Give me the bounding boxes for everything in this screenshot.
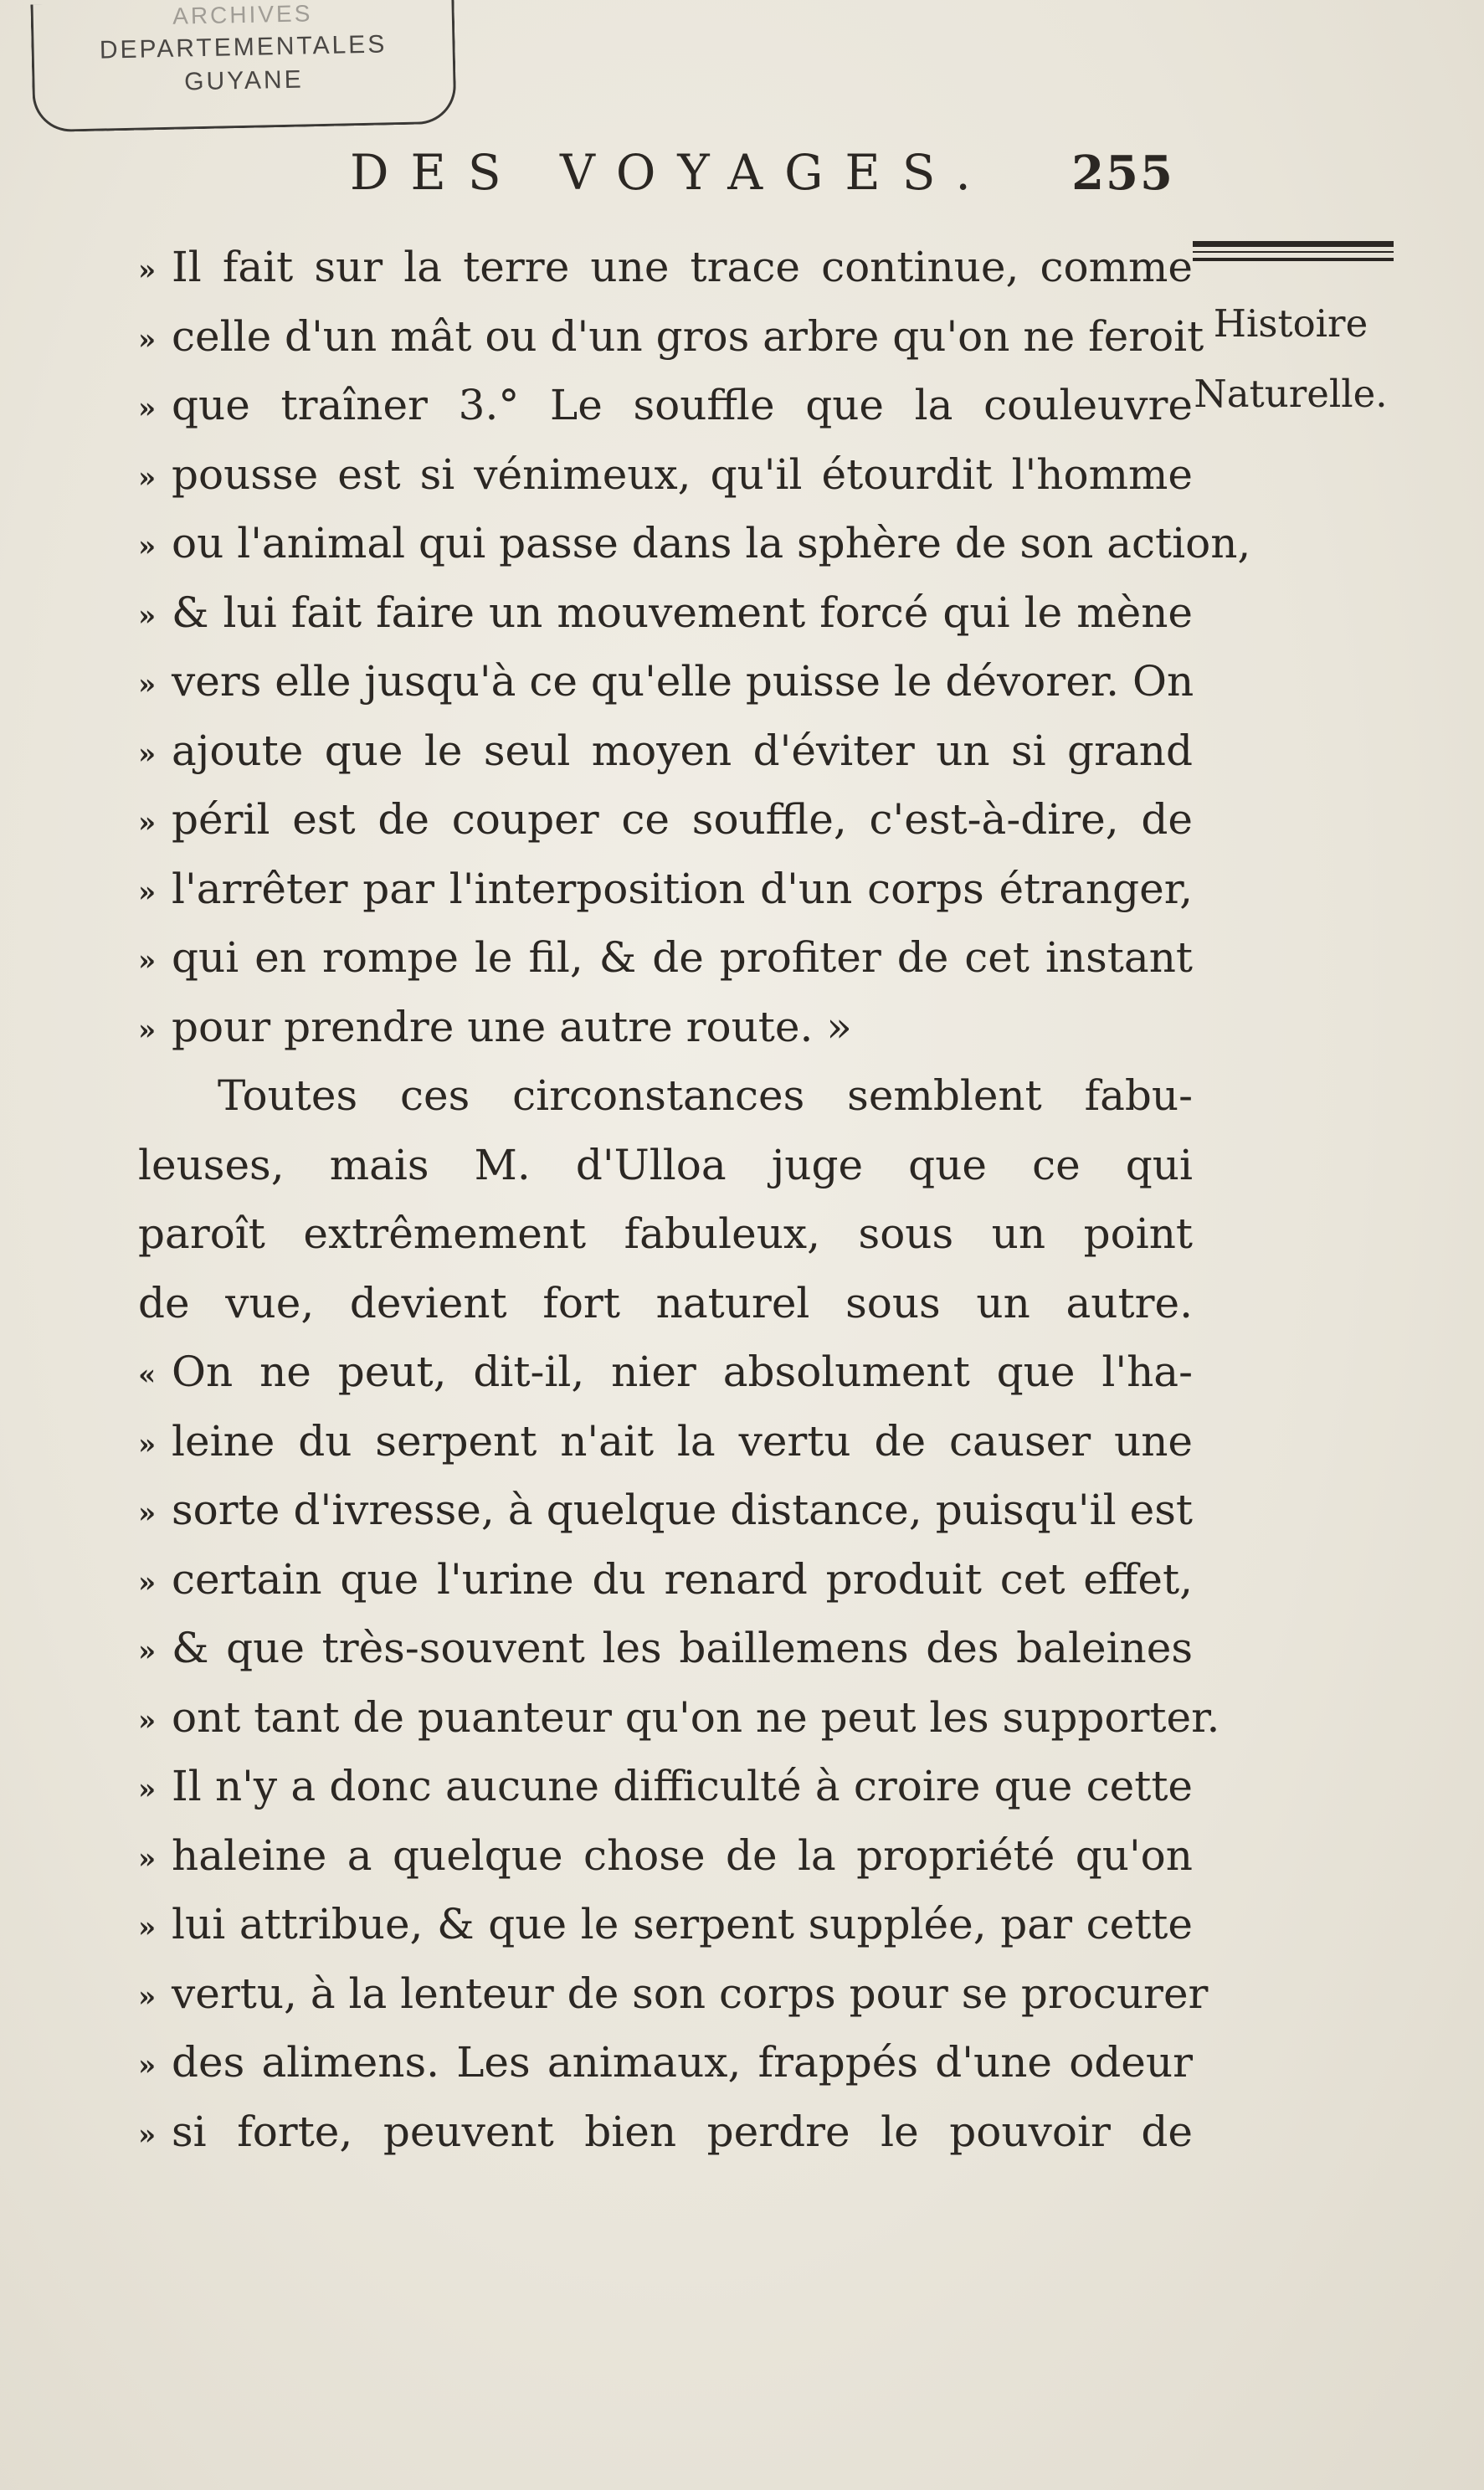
line-text: celle d'un mât ou d'un gros arbre qu'on ne feroit	[172, 311, 1204, 361]
quote-mark: »	[138, 1013, 157, 1047]
text-line	[138, 1752, 1193, 1821]
quote-mark: »	[138, 2118, 157, 2152]
text-line	[138, 578, 1193, 648]
text-line	[138, 1269, 1193, 1338]
quote-mark: »	[138, 460, 157, 495]
line-text: péril est de couper ce souffle, c'est-à-dire, de	[172, 795, 1193, 844]
line-text: vers elle jusqu'à ce qu'elle puisse le dévorer. On	[172, 657, 1194, 706]
text-line	[138, 855, 1193, 924]
line-text: ou l'animal qui passe dans la sphère de son action,	[172, 519, 1251, 567]
quote-mark: »	[138, 322, 157, 357]
line-text: que traîner 3.° Le souffle que la couleuvre	[172, 381, 1193, 429]
marginal-note-line-1: Histoire	[1213, 301, 1368, 346]
quote-mark: »	[138, 944, 157, 978]
stamp-line-2: DEPARTEMENTALES	[99, 30, 388, 64]
quote-mark: »	[138, 1979, 157, 2014]
text-line	[138, 993, 1193, 1062]
text-line	[138, 440, 1193, 510]
text-line	[138, 1545, 1193, 1615]
line-text: l'arrêter par l'interposition d'un corps étranger,	[172, 864, 1193, 913]
text-line	[138, 1337, 1193, 1407]
quote-mark: »	[138, 1497, 157, 1530]
text-line	[138, 716, 1193, 786]
quote-mark: »	[138, 598, 157, 633]
line-text: leuses, mais M. d'Ulloa juge que ce qui	[138, 1140, 1193, 1189]
text-line	[138, 1061, 1193, 1131]
text-line	[138, 1476, 1193, 1545]
text-line	[138, 1959, 1209, 2029]
body-text	[138, 233, 1251, 2166]
line-text: de vue, devient fort naturel sous un autre.	[138, 1278, 1193, 1327]
line-text: Il fait sur la terre une trace continue, comme	[172, 243, 1193, 291]
line-text: qui en rompe le fil, & de profiter de cet instant	[172, 933, 1193, 982]
line-text: ont tant de puanteur qu'on ne peut les supporter.	[172, 1692, 1220, 1742]
marginal-note	[1182, 289, 1399, 429]
line-text: certain que l'urine du renard produit cet effet,	[172, 1554, 1193, 1604]
text-line	[138, 785, 1193, 855]
text-line	[138, 1683, 1220, 1753]
quote-mark: »	[138, 1565, 157, 1599]
marginal-note-line-2: Naturelle.	[1194, 372, 1388, 416]
text-line	[138, 647, 1193, 716]
line-text: pousse est si vénimeux, qu'il étourdit l'homme	[172, 449, 1193, 499]
quote-mark: »	[138, 2049, 157, 2082]
line-text: & que très-souvent les baillemens des baleines	[172, 1624, 1193, 1672]
stamp-line-1: ARCHIVES	[172, 0, 313, 29]
text-line	[138, 1407, 1193, 1476]
line-text: paroît extrêmement fabuleux, sous un point	[138, 1209, 1193, 1258]
text-line	[138, 509, 1251, 578]
text-line	[138, 1821, 1193, 1891]
text-line	[138, 302, 1204, 372]
line-text: leine du serpent n'ait la vertu de causer une	[172, 1416, 1193, 1466]
archive-stamp	[30, 0, 456, 132]
page-header	[350, 144, 1174, 211]
quote-mark: »	[138, 1635, 157, 1668]
quote-mark: »	[138, 875, 157, 909]
quote-mark: »	[138, 737, 157, 771]
line-text: pour prendre une autre route. »	[172, 1002, 852, 1051]
line-text: Il n'y a donc aucune difficulté à croire que cette	[172, 1762, 1193, 1810]
text-line	[138, 2028, 1193, 2097]
text-line	[138, 233, 1193, 302]
quote-mark: »	[138, 1703, 157, 1738]
text-line	[138, 371, 1193, 440]
text-line	[138, 1199, 1193, 1269]
line-text: Toutes ces circonstances semblent fabu-	[218, 1071, 1193, 1120]
line-text: des alimens. Les animaux, frappés d'une odeur	[172, 2038, 1193, 2087]
text-line	[138, 1131, 1193, 1200]
quote-mark: »	[138, 530, 157, 563]
page-number: 255	[1071, 146, 1174, 201]
line-text: ajoute que le seul moyen d'éviter un si grand	[172, 726, 1193, 775]
running-title: DES VOYAGES.	[350, 144, 993, 201]
line-text: & lui fait faire un mouvement forcé qui le mène	[172, 588, 1193, 637]
quote-mark: »	[138, 1841, 157, 1876]
quote-mark: »	[138, 806, 157, 839]
quote-mark: »	[138, 254, 157, 287]
quote-mark: «	[138, 1358, 157, 1392]
quote-mark: »	[138, 1911, 157, 1944]
marginal-rule	[1193, 241, 1394, 261]
line-text: On ne peut, dit-il, nier absolument que l'ha-	[172, 1348, 1193, 1396]
text-line	[138, 923, 1193, 993]
line-text: vertu, à la lenteur de son corps pour se procurer	[172, 1969, 1209, 2018]
stamp-line-3: GUYANE	[183, 65, 304, 96]
line-text: sorte d'ivresse, à quelque distance, puisqu'il est	[172, 1486, 1193, 1534]
quote-mark: »	[138, 1427, 157, 1461]
text-line	[138, 1614, 1193, 1683]
text-line	[138, 2097, 1193, 2167]
line-text: si forte, peuvent bien perdre le pouvoir de	[172, 2107, 1193, 2156]
quote-mark: »	[138, 668, 157, 701]
line-text: haleine a quelque chose de la propriété qu'on	[172, 1830, 1193, 1880]
line-text: lui attribue, & que le serpent supplée, par cette	[172, 1900, 1193, 1948]
text-line	[138, 1890, 1193, 1959]
quote-mark: »	[138, 392, 157, 425]
quote-mark: »	[138, 1773, 157, 1806]
